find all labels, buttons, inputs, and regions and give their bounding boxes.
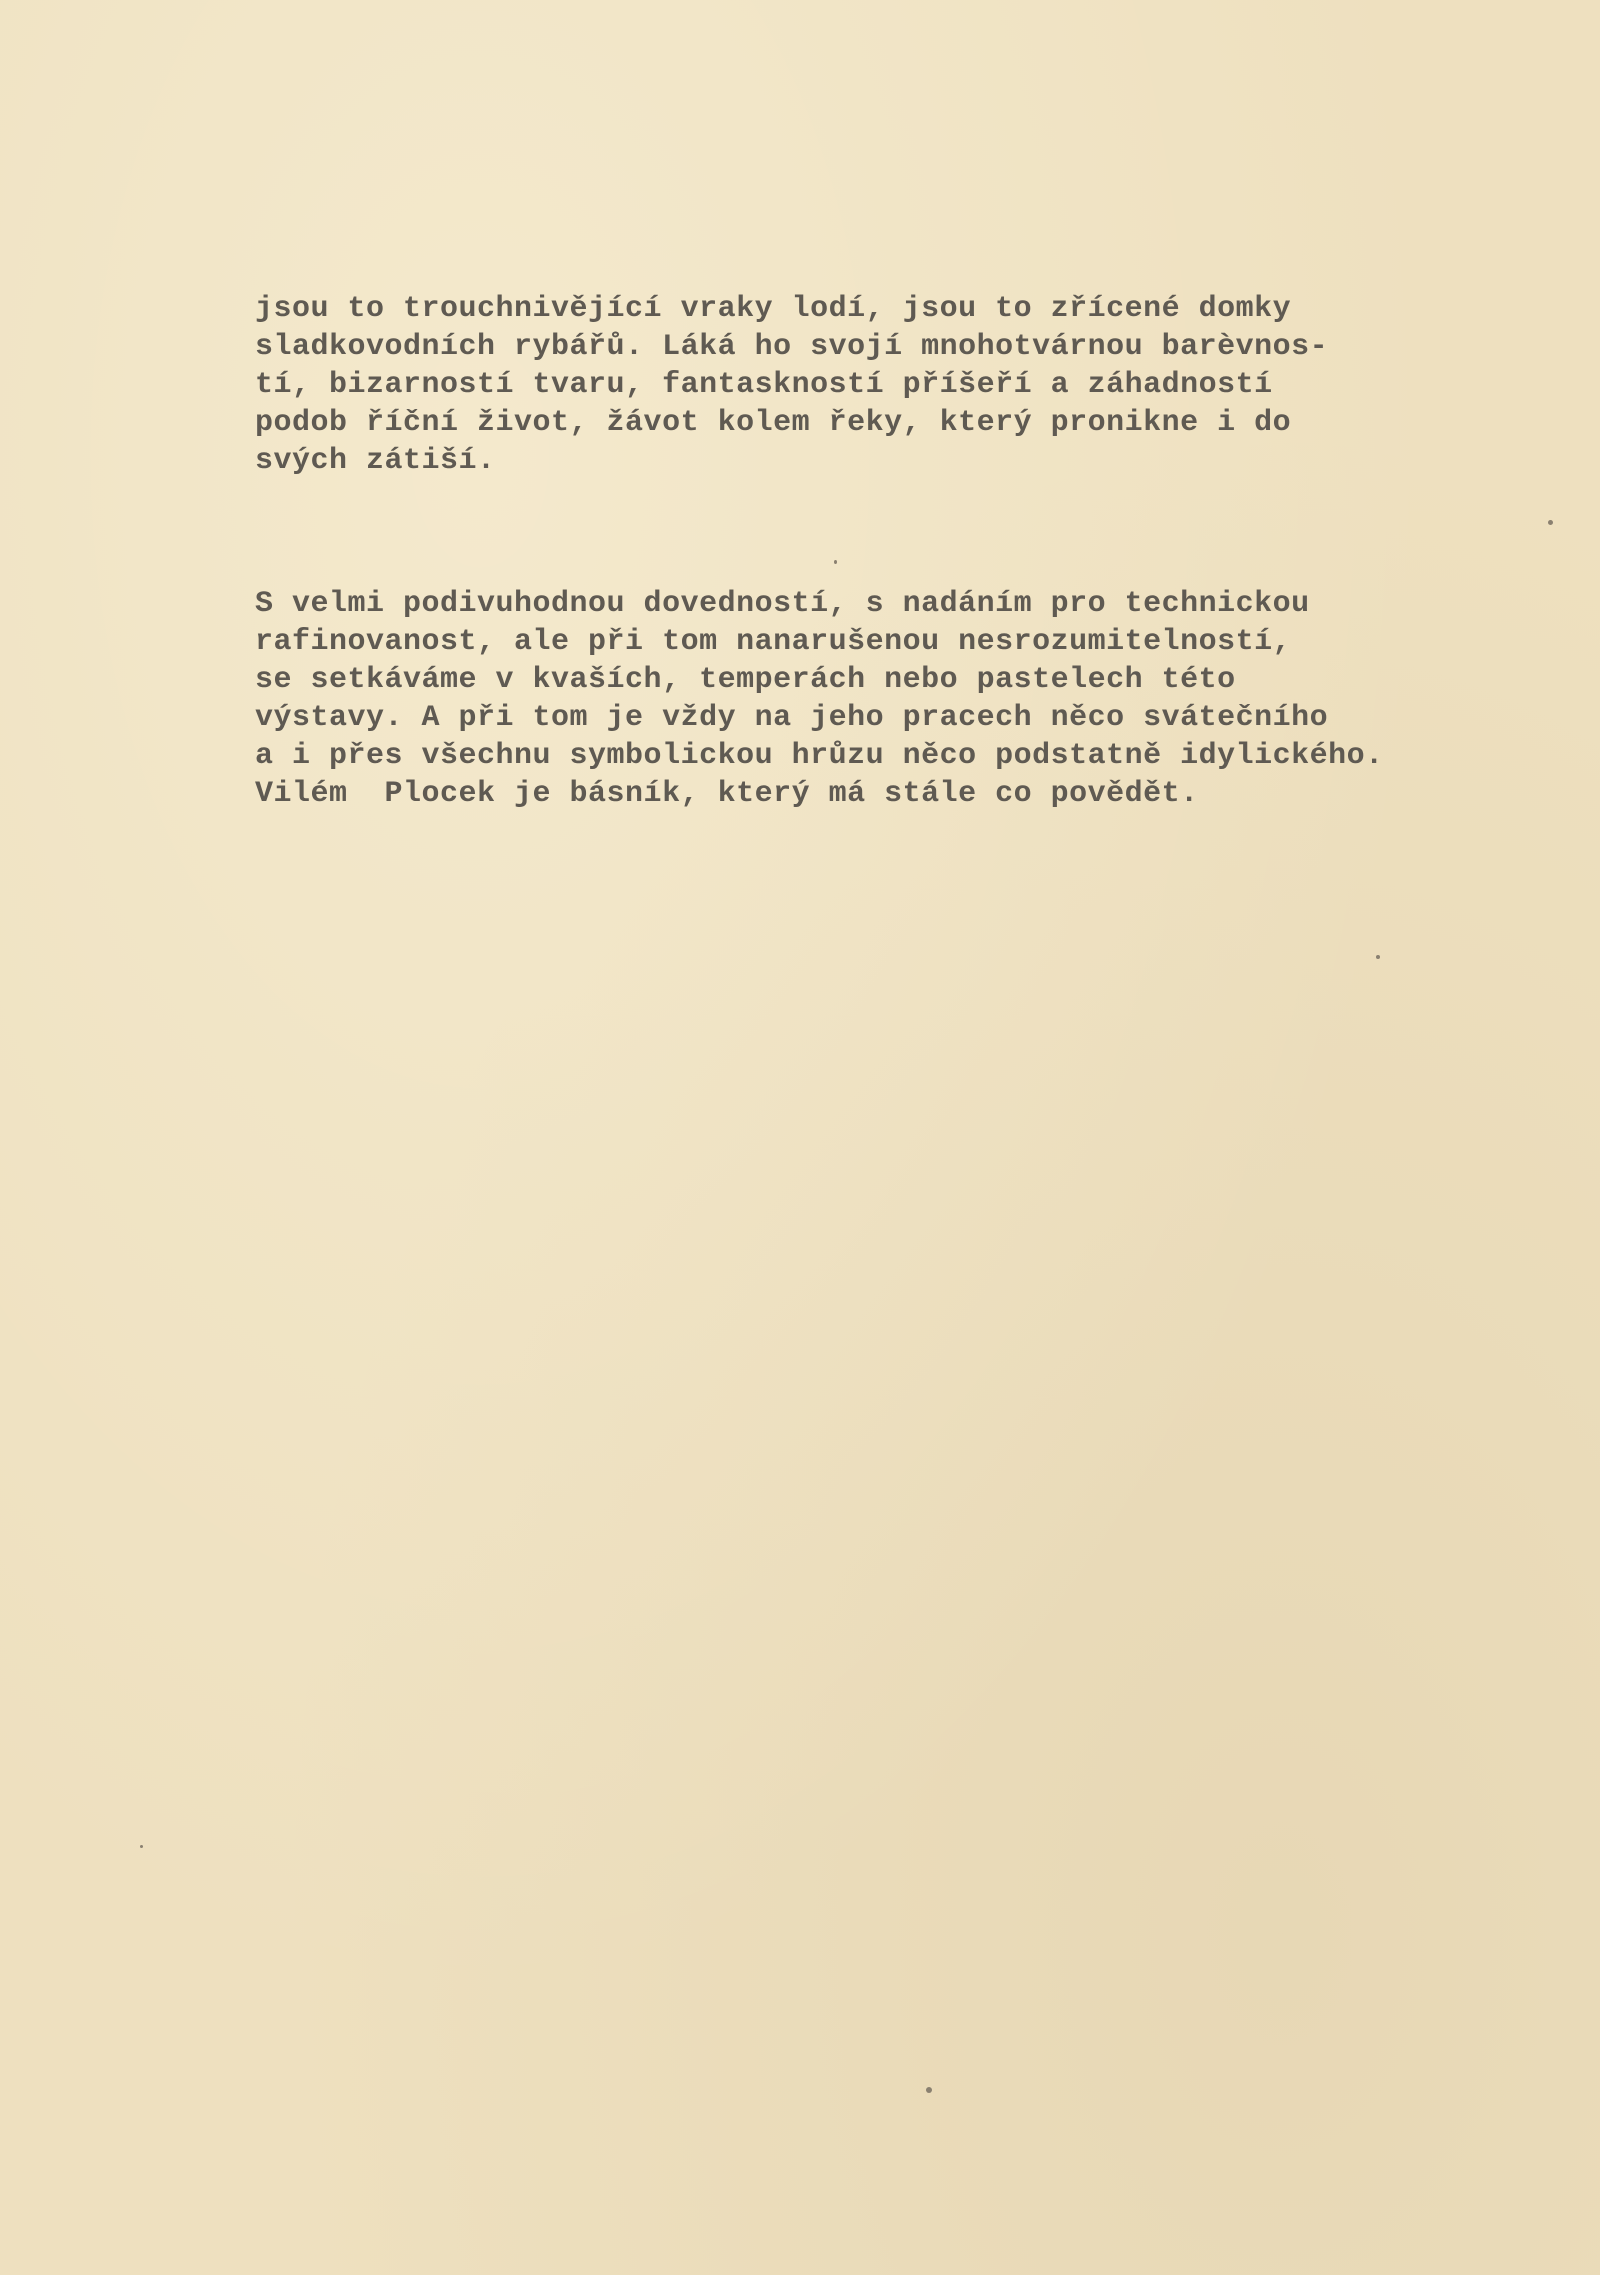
- text-line: sladkovodních rybářů. Láká ho svojí mnohotvárnou barèvnos-: [255, 330, 1329, 364]
- text-line: a i přes všechnu symbolickou hrůzu něco podstatně idylického.: [255, 739, 1384, 773]
- paragraph-1: [255, 290, 1555, 480]
- text-line: svých zátiší.: [255, 444, 496, 478]
- paper-speck: [926, 2087, 932, 2093]
- paper-speck: [140, 1845, 143, 1848]
- paper-speck: [1548, 520, 1553, 525]
- paper-speck: [834, 560, 837, 564]
- text-line: podob říční život, žávot kolem řeky, který pronikne i do: [255, 406, 1292, 440]
- text-line: tí, bizarností tvaru, fantaskností příšeří a záhadností: [255, 368, 1273, 402]
- paragraph-2: [255, 585, 1555, 813]
- paper-speck: [1376, 955, 1380, 959]
- text-line: se setkáváme v kvaších, temperách nebo pastelech této: [255, 663, 1236, 697]
- text-line: S velmi podivuhodnou dovedností, s nadáním pro technickou: [255, 587, 1310, 621]
- text-line: výstavy. A při tom je vždy na jeho pracech něco svátečního: [255, 701, 1329, 735]
- text-line: jsou to trouchnivějící vraky lodí, jsou to zřícené domky: [255, 292, 1292, 326]
- text-line: Vilém Plocek je básník, který má stále co povědět.: [255, 777, 1199, 811]
- text-line: rafinovanost, ale při tom nanarušenou nesrozumitelností,: [255, 625, 1292, 659]
